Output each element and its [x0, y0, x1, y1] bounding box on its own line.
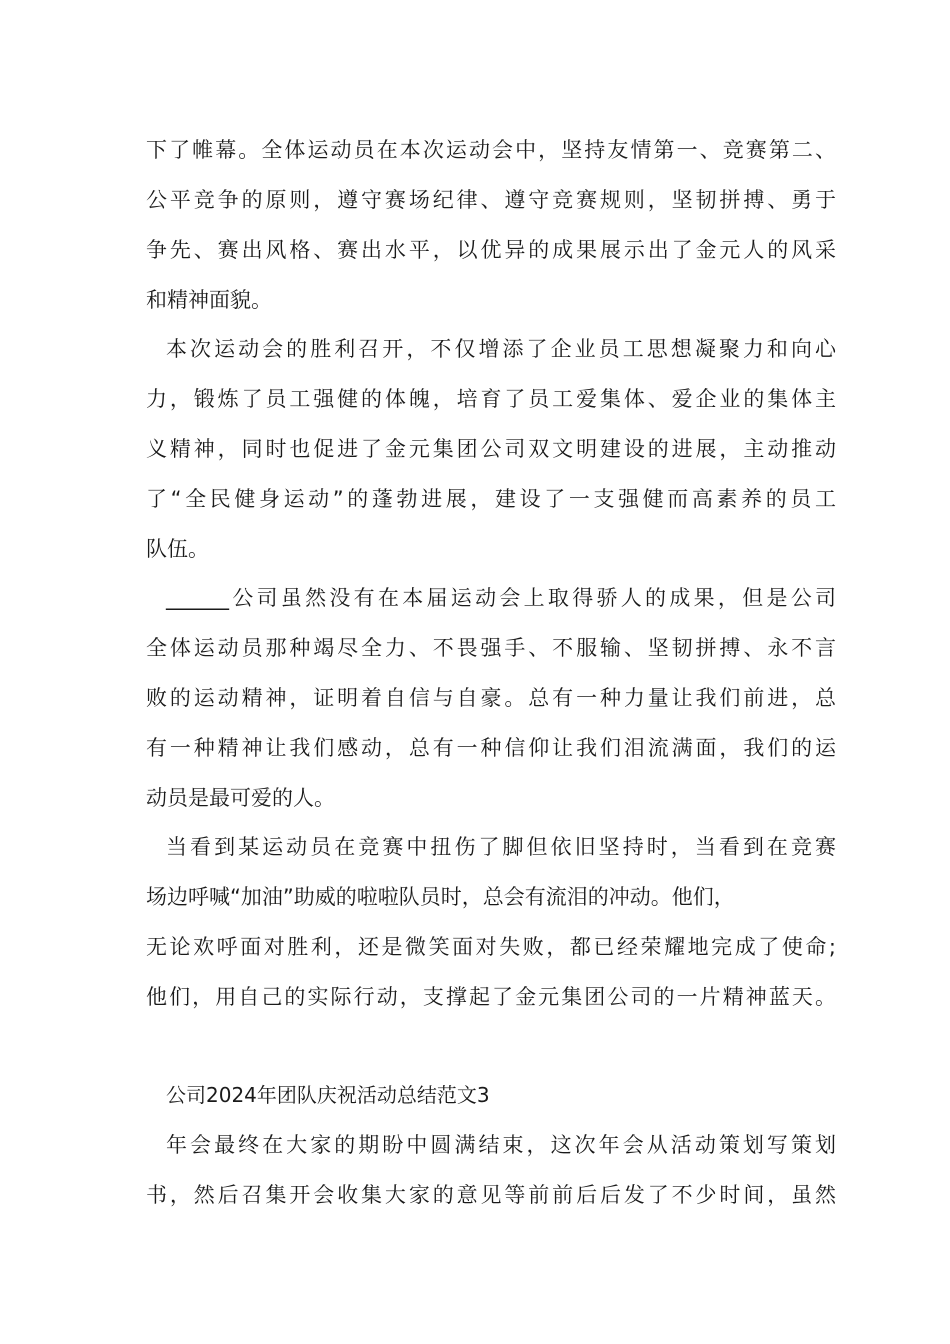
paragraph-1-line-3: 争先、赛出风格、赛出水平，以优异的成果展示出了金元人的风采 — [146, 238, 836, 262]
paragraph-2-line-5: 队伍。 — [146, 537, 209, 561]
paragraph-3-line-1: ______公司虽然没有在本届运动会上取得骄人的成果，但是公司 — [166, 586, 836, 610]
paragraph-3-line-4: 有一种精神让我们感动，总有一种信仰让我们泪流满面，我们的运 — [146, 736, 836, 760]
paragraph-3-line-5: 动员是最可爱的人。 — [146, 786, 335, 810]
paragraph-2-line-1: 本次运动会的胜利召开，不仅增添了企业员工思想凝聚力和向心 — [166, 337, 836, 361]
paragraph-4-line-1: 当看到某运动员在竞赛中扭伤了脚但依旧坚持时，当看到在竞赛 — [166, 835, 836, 859]
paragraph-5-line-1: 年会最终在大家的期盼中圆满结束，这次年会从活动策划写策划 — [166, 1133, 836, 1157]
section-heading: 公司2024年团队庆祝活动总结范文3 — [166, 1083, 490, 1107]
paragraph-3-line-2: 全体运动员那种竭尽全力、不畏强手、不服输、坚韧拼搏、永不言 — [146, 636, 836, 660]
paragraph-4-line-4: 他们，用自己的实际行动，支撑起了金元集团公司的一片精神蓝天。 — [146, 985, 836, 1009]
paragraph-2-line-3: 义精神，同时也促进了金元集团公司双文明建设的进展，主动推动 — [146, 437, 836, 461]
paragraph-1-line-4: 和精神面貌。 — [146, 288, 272, 312]
paragraph-1-line-1: 下了帷幕。全体运动员在本次运动会中，坚持友情第一、竞赛第二、 — [146, 138, 836, 162]
paragraph-4-line-3: 无论欢呼面对胜利，还是微笑面对失败，都已经荣耀地完成了使命; — [146, 935, 836, 959]
paragraph-4-line-2: 场边呼喊“加油”助威的啦啦队员时，总会有流泪的冲动。他们， — [146, 885, 735, 909]
paragraph-3-line-3: 败的运动精神，证明着自信与自豪。总有一种力量让我们前进，总 — [146, 686, 836, 710]
paragraph-1-line-2: 公平竞争的原则，遵守赛场纪律、遵守竞赛规则，坚韧拼搏、勇于 — [146, 188, 836, 212]
paragraph-2-line-4: 了“全民健身运动”的蓬勃进展，建设了一支强健而高素养的员工 — [146, 487, 836, 511]
paragraph-2-line-2: 力，锻炼了员工强健的体魄，培育了员工爱集体、爱企业的集体主 — [146, 387, 836, 411]
paragraph-5-line-2: 书，然后召集开会收集大家的意见等前前后后发了不少时间，虽然 — [146, 1183, 836, 1207]
